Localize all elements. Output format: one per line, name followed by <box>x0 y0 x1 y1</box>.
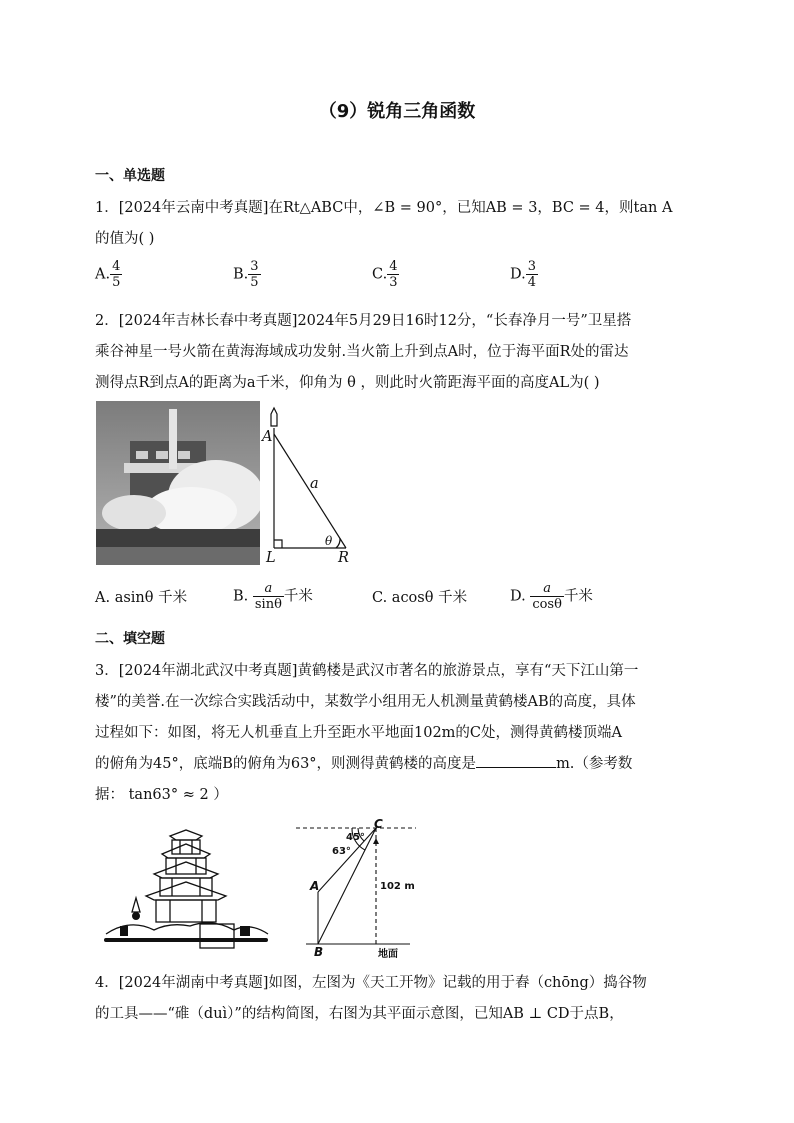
q1-option-a <box>95 259 122 290</box>
denominator: 3 <box>389 275 398 290</box>
point-a-label: A <box>262 429 273 445</box>
q3-text-line4-end: m.（参考数 <box>556 756 633 772</box>
angle-63-label: 63° <box>332 846 351 857</box>
angle-45-label: 45° <box>346 832 365 843</box>
q1-option-b-fraction <box>248 259 260 290</box>
numerator: 4 <box>389 259 398 274</box>
q1-option-d-label: D. <box>510 266 526 283</box>
denominator: sinθ <box>254 597 282 612</box>
q2-text-line3: 测得点R到点A的距离为a千米，仰角为 θ ，则此时火箭距海平面的高度AL为( ) <box>95 375 600 391</box>
numerator: a <box>530 581 564 597</box>
q1-text-line2: 的值为( ) <box>95 231 155 247</box>
q1-option-c-fraction <box>387 259 399 290</box>
q3-text-line1: 3．[2024年湖北武汉中考真题]黄鹤楼是武汉市著名的旅游景点，享有“天下江山第一 <box>95 663 639 679</box>
denominator: 4 <box>527 275 536 290</box>
q2-option-b <box>233 581 313 612</box>
q2-option-d <box>510 581 593 612</box>
q2-right-triangle-diagram <box>258 402 358 566</box>
q1-option-d-fraction <box>526 259 538 290</box>
q4-text-line1: 4．[2024年湖南中考真题]如图，左图为《天工开物》记载的用于舂（chōng）捣谷物 <box>95 975 647 991</box>
q1-option-c <box>372 259 399 290</box>
q1-option-b-label: B. <box>233 266 249 283</box>
q3-text-line5: 据： tan63° ≈ 2 ） <box>95 787 228 803</box>
q1-option-c-label: C. <box>372 266 388 283</box>
q2-text-line1: 2．[2024年吉林长春中考真题]2024年5月29日16时12分，“长春净月一号”卫星搭 <box>95 313 632 329</box>
q2-option-d-fraction <box>530 581 564 612</box>
right-angle-mark <box>274 540 282 548</box>
q3-text-line4-start: 的俯角为45°，底端B的俯角为63°，则测得黄鹤楼的高度是 <box>95 756 477 772</box>
denominator: 5 <box>112 275 121 290</box>
page-title: （9）锐角三角函数 <box>318 101 476 122</box>
q2-text-line2: 乘谷神星一号火箭在黄海海域成功发射.当火箭上升到点A时，位于海平面R处的雷达 <box>95 344 629 360</box>
angle-theta-label: θ <box>325 534 333 548</box>
side-a-label: a <box>310 476 319 492</box>
section-heading-single-choice: 一、单选题 <box>95 168 165 184</box>
numerator: 3 <box>250 259 259 274</box>
q1-option-a-fraction <box>110 259 122 290</box>
point-r-label: R <box>338 550 349 566</box>
point-a-label-q3: A <box>310 879 320 893</box>
yellow-crane-tower-drawing <box>100 826 272 956</box>
q3-text-line2: 楼”的美誉.在一次综合实践活动中，某数学小组用无人机测量黄鹤楼AB的高度，具体 <box>95 694 636 710</box>
q2-option-b-label: B. <box>233 588 249 605</box>
q3-text-line3: 过程如下：如图，将无人机垂直上升至距水平地面102m的C处，测得黄鹤楼顶端A <box>95 725 622 741</box>
rocket-launch-photo-drawing <box>96 401 260 565</box>
rocket-launch-photo <box>96 401 260 565</box>
q1-option-a-label: A. <box>95 266 111 283</box>
point-b-label-q3: B <box>314 945 324 959</box>
denominator: 5 <box>250 275 259 290</box>
q2-option-d-unit: 千米 <box>563 588 593 605</box>
point-c-label: C <box>374 817 383 831</box>
section-heading-fill-blank: 二、填空题 <box>95 631 165 647</box>
q1-option-d <box>510 259 538 290</box>
q4-text-line2: 的工具——“碓（duì）”的结构简图，右图为其平面示意图，已知AB ⊥ CD于点B， <box>95 1006 624 1022</box>
answer-blank[interactable] <box>476 755 556 768</box>
q2-option-d-label: D. <box>510 588 526 605</box>
height-102m-label: 102 m <box>380 881 415 892</box>
angle-theta-arc <box>336 538 340 548</box>
numerator: 4 <box>112 259 121 274</box>
q2-option-c: C. acosθ 千米 <box>372 590 468 606</box>
q1-text-line1: 1．[2024年云南中考真题]在Rt△ABC中，∠B = 90°，已知AB = 3，BC = 4，则tan A <box>95 200 673 216</box>
point-l-label: L <box>266 550 276 566</box>
numerator: 3 <box>527 259 536 274</box>
q2-option-a: A. asinθ 千米 <box>95 590 188 606</box>
rocket-icon <box>271 408 277 426</box>
numerator: a <box>253 581 284 597</box>
q1-option-b <box>233 259 261 290</box>
q2-option-b-unit: 千米 <box>283 588 313 605</box>
denominator: cosθ <box>532 597 562 612</box>
q3-text-line4 <box>95 752 632 773</box>
q2-option-b-fraction <box>253 581 284 612</box>
ground-label: 地面 <box>378 949 398 960</box>
